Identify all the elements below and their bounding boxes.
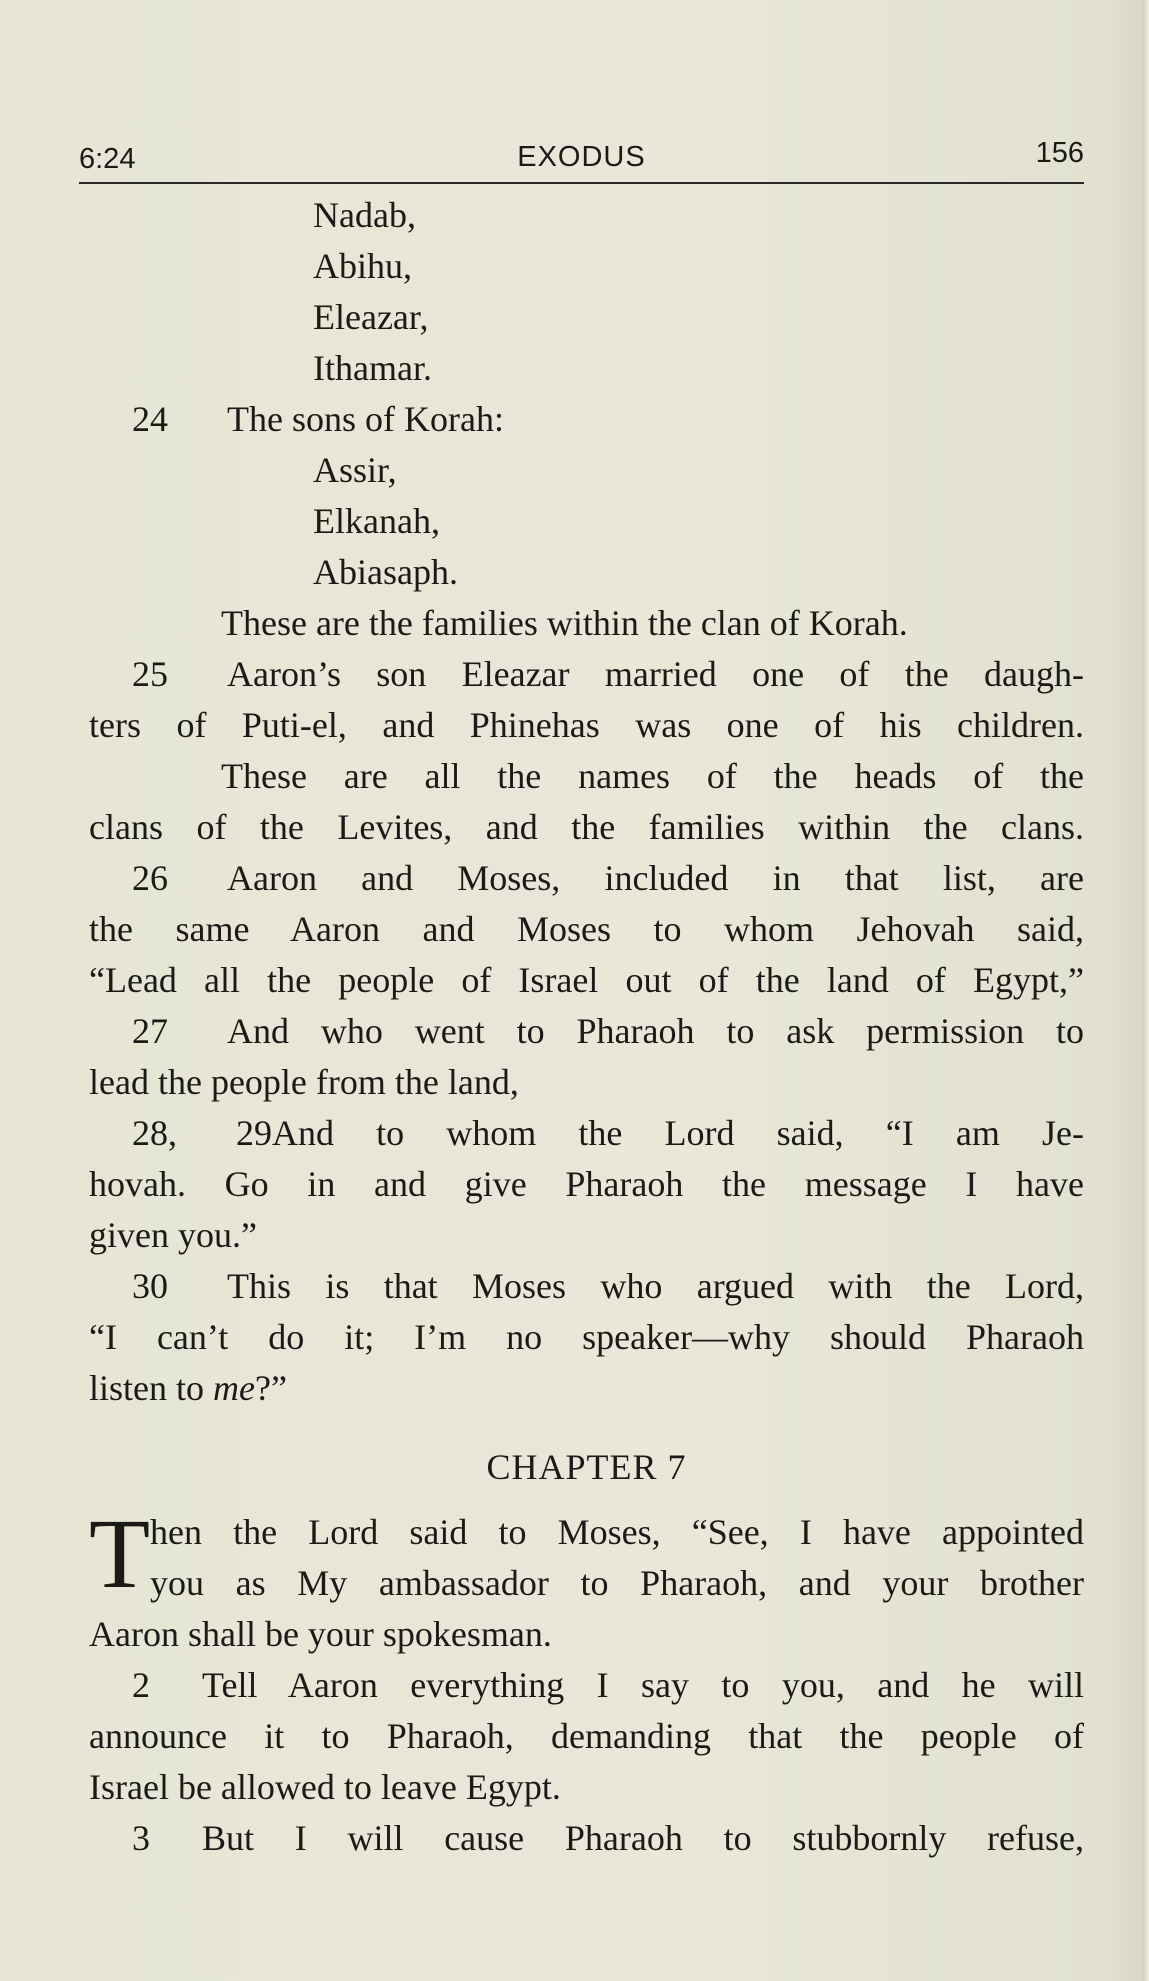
text-line — [89, 1363, 1084, 1414]
verse-line — [89, 1660, 1084, 1711]
text-line: clans of the Levites, and the families within the clans. — [89, 807, 1084, 847]
chapter-heading: CHAPTER 7 — [486, 1447, 687, 1487]
text-line: hovah. Go in and give Pharaoh the message I have — [89, 1164, 1084, 1204]
verse-line — [89, 1261, 1084, 1312]
emphasis-text: me — [213, 1368, 255, 1408]
list-item: Abiasaph. — [313, 552, 458, 592]
list-item: Ithamar. — [313, 348, 432, 388]
verse-text: This is that Moses who argued with the Lord, — [227, 1266, 1084, 1306]
text-line: Aaron shall be your spokesman. — [89, 1614, 552, 1654]
header-book-title: EXODUS — [517, 141, 646, 173]
verse-text: But I will cause Pharaoh to stubbornly refuse, — [202, 1818, 1084, 1858]
verse-number: 27 — [132, 1011, 168, 1051]
text-segment: ?” — [254, 1368, 287, 1408]
list-item: Eleazar, — [313, 297, 429, 337]
body-text — [89, 190, 1084, 1864]
text-line: Israel be allowed to leave Egypt. — [89, 1767, 561, 1807]
list-item: Abihu, — [313, 246, 412, 286]
verse-line — [89, 394, 1084, 445]
verse-line — [89, 649, 1084, 700]
header-reference: 6:24 — [79, 143, 136, 175]
verse-number: 2 — [132, 1665, 150, 1705]
text-line: These are all the names of the heads of the — [221, 756, 1084, 796]
verse-text: And who went to Pharaoh to ask permission to — [227, 1011, 1084, 1051]
verse-text: Aaron’s son Eleazar married one of the daugh- — [227, 654, 1084, 694]
text-line: lead the people from the land, — [89, 1062, 519, 1102]
page-edge — [1143, 0, 1149, 1981]
text-line: These are the families within the clan of Korah. — [221, 603, 908, 643]
text-line: “I can’t do it; I’m no speaker—why should Pharaoh — [89, 1317, 1084, 1357]
verse-number: 26 — [132, 858, 168, 898]
verse-number: 24 — [132, 399, 168, 439]
list-item: Assir, — [313, 450, 397, 490]
list-item: Nadab, — [313, 195, 416, 235]
text-line: “Lead all the people of Israel out of the land of Egypt,” — [89, 960, 1084, 1000]
verse-line — [89, 1006, 1084, 1057]
verse-number: 3 — [132, 1818, 150, 1858]
list-item: Elkanah, — [313, 501, 440, 541]
verse-text: Aaron and Moses, included in that list, are — [227, 858, 1084, 898]
header-page-number: 156 — [1035, 137, 1084, 169]
verse-line — [89, 853, 1084, 904]
running-header — [79, 126, 1084, 184]
verse-number: 25 — [132, 654, 168, 694]
verse-line — [89, 1108, 1084, 1159]
text-line: given you.” — [89, 1215, 257, 1255]
text-line: ters of Puti-el, and Phinehas was one of his children. — [89, 705, 1084, 745]
chapter-opening — [89, 1498, 1084, 1609]
text-line: you as My ambassador to Pharaoh, and your brother — [150, 1563, 1084, 1603]
drop-cap: T — [89, 1498, 151, 1609]
text-segment: listen to — [89, 1368, 213, 1408]
verse-text: Tell Aaron everything I say to you, and he will — [202, 1665, 1084, 1705]
verse-text: The sons of Korah: — [227, 399, 504, 439]
text-line: announce it to Pharaoh, demanding that the people of — [89, 1716, 1084, 1756]
verse-number: 28, 29 — [132, 1113, 272, 1153]
verse-line — [89, 1813, 1084, 1864]
verse-text: And to whom the Lord said, “I am Je- — [272, 1113, 1084, 1153]
text-line: the same Aaron and Moses to whom Jehovah said, — [89, 909, 1084, 949]
text-line: hen the Lord said to Moses, “See, I have appointed — [150, 1512, 1084, 1552]
verse-number: 30 — [132, 1266, 168, 1306]
